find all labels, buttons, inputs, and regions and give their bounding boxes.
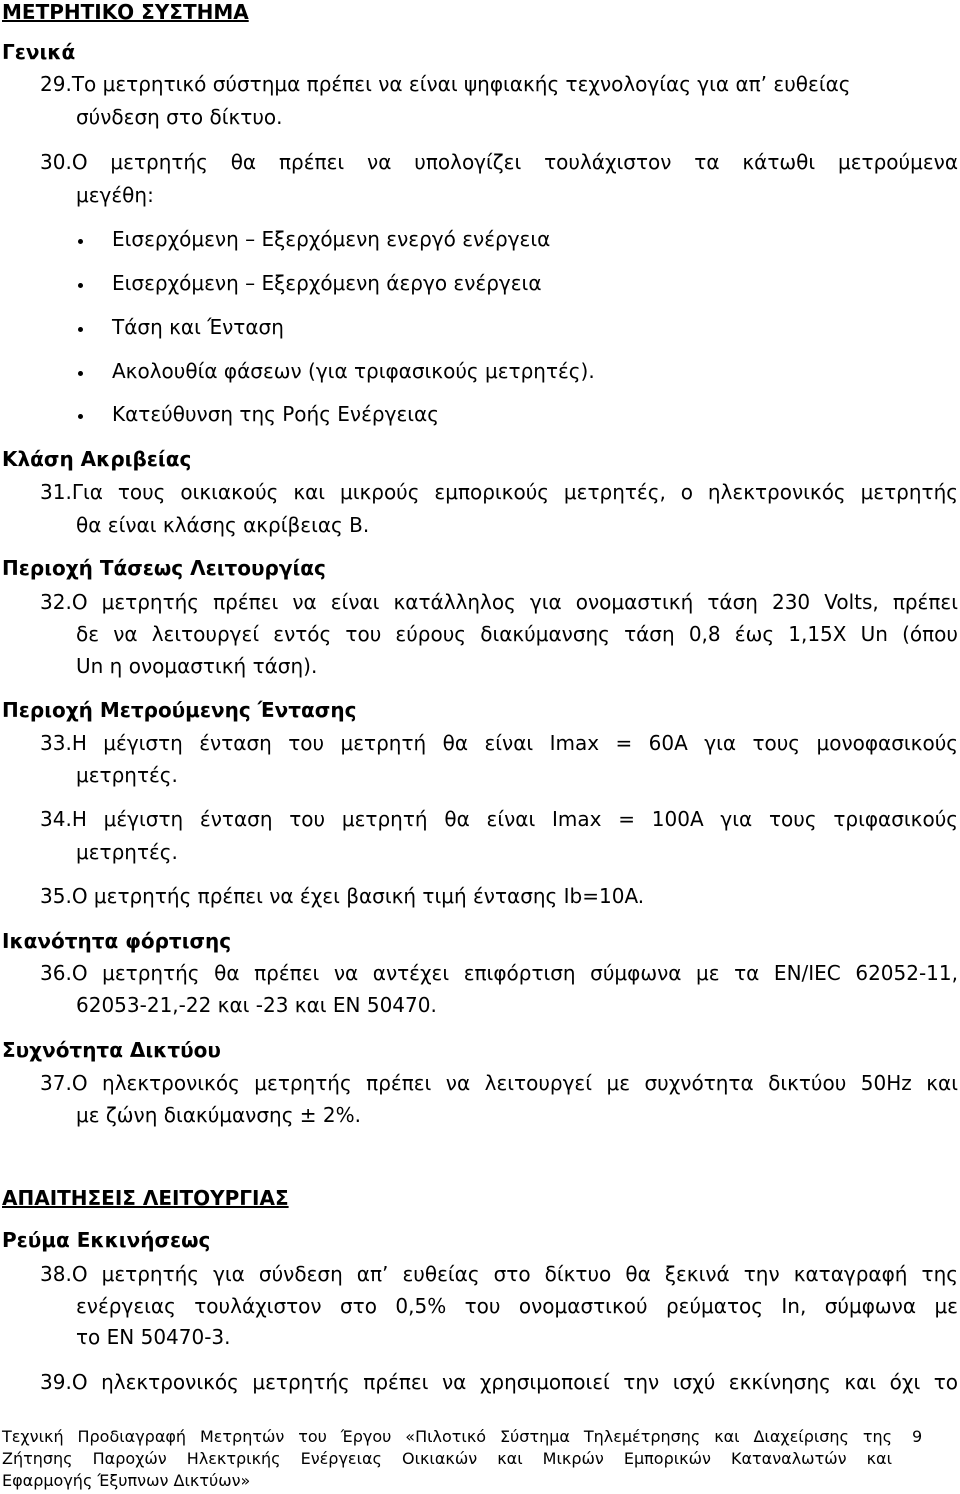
item-32-line-1 [40,590,958,614]
bullet-icon [78,371,83,376]
item-31-number: 31. [40,480,72,504]
item-39-text-1: Ο ηλεκτρονικός μετρητής πρέπει να χρησιμοποιεί την ισχύ εκκίνησης και όχι το [71,1370,958,1394]
item-33-line-1 [40,731,958,755]
footer-line-1: Τεχνική Προδιαγραφή Μετρητών του Έργου «Πιλοτικό Σύστημα Τηλεμέτρησης και Διαχείρισης της [2,1427,892,1446]
item-35-number: 35. [40,884,72,908]
bullet-icon [78,283,83,288]
item-37-number: 37. [40,1071,72,1095]
item-32-line-2: δε να λειτουργεί εντός του εύρους διακύμανσης τάση 0,8 έως 1,15X Un (όπου [76,622,958,646]
bullet-item-2: Εισερχόμενη – Εξερχόμενη άεργο ενέργεια [112,271,542,295]
page-number: 9 [912,1427,923,1446]
item-38-line-3: το EN 50470-3. [76,1325,231,1349]
item-37-line-2: με ζώνη διακύμανσης ± 2%. [76,1103,361,1127]
item-29-line-2: σύνδεση στο δίκτυο. [76,105,283,129]
item-32-text-1: Ο μετρητής πρέπει να είναι κατάλληλος για ονομαστική τάση 230 Volts, πρέπει [71,590,958,614]
item-29-line-1 [40,72,958,96]
bullet-icon [78,239,83,244]
subheading-general: Γενικά [2,40,76,64]
section-title-metering-system: ΜΕΤΡΗΤΙΚΟ ΣΥΣΤΗΜΑ [2,0,249,24]
subheading-network-frequency: Συχνότητα Δικτύου [2,1038,221,1062]
bullet-icon [78,327,83,332]
item-36-number: 36. [40,961,72,985]
item-29-text-1: Το μετρητικό σύστημα πρέπει να είναι ψηφιακής τεχνολογίας για απ’ ευθείας [71,72,851,96]
item-31-line-1 [40,480,958,504]
section-title-operational-requirements: ΑΠΑΙΤΗΣΕΙΣ ΛΕΙΤΟΥΡΓΙΑΣ [2,1186,289,1210]
item-38-number: 38. [40,1262,72,1286]
item-30-text-1: Ο μετρητής θα πρέπει να υπολογίζει τουλάχιστον τα κάτωθι μετρούμενα [71,150,958,174]
bullet-icon [78,414,83,419]
item-34-line-1 [40,807,958,831]
item-34-line-2: μετρητές. [76,840,178,864]
item-34-text-1: Η μέγιστη ένταση του μετρητή θα είναι Imax = 100A για τους τριφασικούς [71,807,958,831]
item-31-text-1: Για τους οικιακούς και μικρούς εμπορικούς μετρητές, ο ηλεκτρονικός μετρητής [71,480,958,504]
item-39-line-1 [40,1370,958,1394]
subheading-voltage-range: Περιοχή Τάσεως Λειτουργίας [2,556,326,580]
bullet-item-1: Εισερχόμενη – Εξερχόμενη ενεργό ενέργεια [112,227,551,251]
item-37-line-1 [40,1071,958,1095]
item-33-line-2: μετρητές. [76,763,178,787]
subheading-accuracy-class: Κλάση Ακριβείας [2,447,192,471]
bullet-item-4: Ακολουθία φάσεων (για τριφασικούς μετρητές). [112,359,595,383]
item-38-line-2: ενέργειας τουλάχιστον στο 0,5% του ονομαστικού ρεύματος In, σύμφωνα με [76,1294,958,1318]
item-30-number: 30. [40,150,72,174]
item-36-line-2: 62053-21,-22 και -23 και EN 50470. [76,993,437,1017]
subheading-starting-current: Ρεύμα Εκκινήσεως [2,1228,211,1252]
item-32-number: 32. [40,590,72,614]
item-30-line-2: μεγέθη: [76,183,154,207]
item-36-line-1 [40,961,958,985]
item-31-line-2: θα είναι κλάσης ακρίβειας B. [76,513,370,537]
item-30-line-1 [40,150,958,174]
item-35-text-1: Ο μετρητής πρέπει να έχει βασική τιμή έντασης Ib=10A. [71,884,645,908]
subheading-current-range: Περιοχή Μετρούμενης Έντασης [2,698,357,722]
item-29-number: 29. [40,72,72,96]
subheading-load-capacity: Ικανότητα φόρτισης [2,929,232,953]
footer-line-3: Εφαρμογής Έξυπνων Δικτύων» [2,1471,251,1490]
item-32-line-3: Un η ονομαστική τάση). [76,654,318,678]
item-35-line-1 [40,884,644,908]
bullet-item-3: Τάση και Ένταση [112,315,284,339]
item-34-number: 34. [40,807,72,831]
item-38-line-1 [40,1262,958,1286]
item-36-text-1: Ο μετρητής θα πρέπει να αντέχει επιφόρτιση σύμφωνα με τα EN/IEC 62052-11, [71,961,958,985]
footer-line-2: Ζήτησης Παροχών Ηλεκτρικής Ενέργειας Οικιακών και Μικρών Εμπορικών Καταναλωτών και [2,1449,892,1468]
item-37-text-1: Ο ηλεκτρονικός μετρητής πρέπει να λειτουργεί με συχνότητα δικτύου 50Hz και [71,1071,958,1095]
item-33-number: 33. [40,731,72,755]
bullet-item-5: Κατεύθυνση της Ροής Ενέργειας [112,402,439,426]
item-39-number: 39. [40,1370,72,1394]
item-33-text-1: Η μέγιστη ένταση του μετρητή θα είναι Imax = 60A για τους μονοφασικούς [71,731,958,755]
item-38-text-1: Ο μετρητής για σύνδεση απ’ ευθείας στο δίκτυο θα ξεκινά την καταγραφή της [71,1262,958,1286]
